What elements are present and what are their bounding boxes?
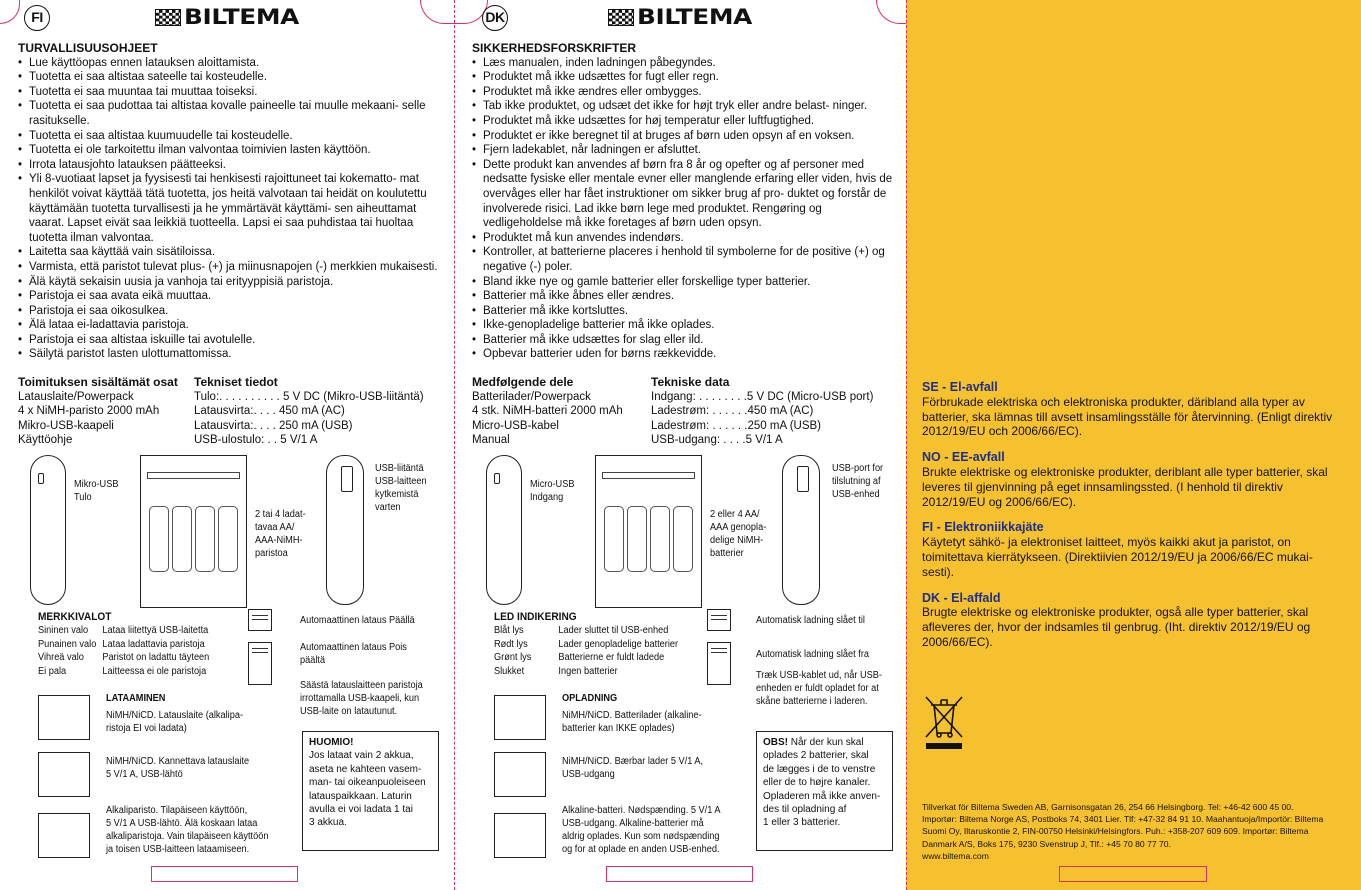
- contents-item: 4 x NiMH-paristo 2000 mAh: [18, 405, 160, 418]
- charger-small-illustration: [38, 695, 90, 740]
- safety-item: • Ikke-genopladelige batterier må ikke oplades.: [472, 318, 897, 333]
- safety-item: • Paristoja ei saa altistaa iskuille tai avotulelle.: [18, 333, 443, 348]
- led-color: Sininen valo: [38, 625, 89, 637]
- label-micro-usb: Mikro-USB Tulo: [74, 479, 119, 503]
- auto-on-label: Automatisk ladning slået til: [756, 615, 865, 626]
- tech-list: [194, 390, 449, 448]
- safety-item: • Produktet er ikke beregnet til at bruges af børn uden opsyn af en voksen.: [472, 129, 897, 144]
- charger-small-illustration: [494, 752, 546, 797]
- label-batteries: 2 tai 4 ladat- tavaa AA/ AAA-NiMH- paristoa: [255, 509, 306, 559]
- usb-port-icon: [797, 466, 809, 492]
- tech-title: Tekniset tiedot: [194, 375, 278, 389]
- biltema-logo: BILTEMA: [155, 8, 297, 28]
- print-mark: [151, 866, 298, 882]
- weee-bin-icon: [922, 693, 966, 751]
- lang-badge: DK: [482, 5, 508, 31]
- safety-section: [472, 41, 897, 362]
- safety-item: • Tuotetta ei saa muuntaa tai muuttaa toiseksi.: [18, 85, 443, 100]
- led-row: [494, 665, 706, 678]
- led-row: [494, 638, 706, 651]
- micro-usb-port-icon: [38, 473, 44, 484]
- safety-item: • Säilytä paristot lasten ulottumattomissa.: [18, 347, 443, 362]
- safety-item: • Batterier må ikke åbnes eller ændres.: [472, 289, 897, 304]
- fold-line: [454, 0, 455, 890]
- mini-charger-icon: [248, 609, 272, 631]
- contents-item: Batterilader/Powerpack: [472, 390, 591, 403]
- contents-item: Latauslaite/Powerpack: [18, 390, 134, 403]
- led-row: [38, 651, 250, 664]
- battery-cell: [172, 506, 192, 572]
- waste-title: El-avfall: [949, 380, 998, 394]
- charger-illustration: [140, 455, 247, 608]
- safety-item: • Kontroller, at batterierne placeres i henhold til symbolerne for de positive (+) og negative (-) poler.: [472, 245, 897, 274]
- fi-panel: [0, 0, 454, 890]
- waste-text: Brugte elektriske og elektroniske produkter, også alle typer batterier, skal afleveres der, hvor der indsamles til genbrug. (Iht. direktiv 2012/19/EU og 2006/66/EC).: [922, 605, 1311, 649]
- led-title: MERKKIVALOT: [38, 611, 112, 623]
- tech-item: Latausvirta:. . . . 250 mA (USB): [194, 419, 353, 432]
- waste-title: EE-avfall: [951, 450, 1005, 465]
- led-list: [38, 624, 250, 678]
- led-color: Grønt lys: [494, 652, 532, 664]
- safety-item: • Tuotetta ei saa pudottaa tai altistaa kovalle paineelle tai muulle mekaani- selle rasitukselle.: [18, 99, 443, 128]
- contents-item: Micro-USB-kabel: [472, 419, 559, 432]
- fold-line: [906, 0, 907, 890]
- waste-heading: [922, 380, 1342, 395]
- battery-cell: [218, 506, 238, 572]
- warning-text: Når der kun skal oplades 2 batterier, skal de lægges i de to venstre eller de to højre kanaler. Opladeren må ikke anven- des til opladning af 1 eller 3 batterier.: [763, 737, 881, 829]
- safety-title: TURVALLISUUSOHJEET: [18, 41, 158, 55]
- battery-cell: [195, 506, 215, 572]
- safety-item: • Paristoja ei saa avata eikä muuttaa.: [18, 289, 443, 304]
- battery-cell: [673, 506, 693, 572]
- waste-text: Käytetyt sähkö- ja elektroniset laitteet, myös kaikki akut ja paristot, on toimitettava kierrätykseen. (Direktiivien 2012/19/EU ja 2006/66/EC mukai- sesti).: [922, 535, 1313, 579]
- battery-cell: [604, 506, 624, 572]
- charger-small-illustration: [494, 813, 546, 858]
- led-meaning: Lataa ladattavia paristoja: [102, 638, 205, 650]
- led-section: [38, 611, 250, 678]
- charge-title: OPLADNING: [562, 693, 618, 704]
- battery-cell: [149, 506, 169, 572]
- tech-list: [651, 390, 906, 448]
- tech-section: [651, 375, 906, 448]
- waste-heading: [922, 450, 1342, 465]
- led-meaning: Lader genopladelige batterier: [558, 638, 679, 650]
- checkered-flag-icon: [608, 9, 634, 26]
- safety-item: • Dette produkt kan anvendes af børn fra 8 år og opefter og af personer med nedsatte fysiske eller mentale evner eller manglende erfaring eller viden, hvis de overvåges eller har fået instruktioner om sikker brug af pro- duktet og forstår de involverede risici. Lad ikke børn lege med produktet. Rengøring og vedligeholdelse må ikke foretages af børn uden opsyn.: [472, 158, 897, 231]
- waste-title: El-affald: [951, 590, 1001, 605]
- charge-3: Alkaline-batteri. Nødspænding. 5 V/1 A USB-udgang. Alkaline-batterier må aldrig oplades. Kun som nødspænding og for at oplade en anden USB-enhed.: [562, 805, 721, 855]
- contents-list: [18, 390, 198, 448]
- safety-item: • Opbevar batterier uden for børns rækkevidde.: [472, 347, 897, 362]
- tech-item: Ladestrøm: . . . . . .450 mA (AC): [651, 405, 814, 418]
- charger-small-illustration: [38, 752, 90, 797]
- safety-item: • Batterier må ikke kortsluttes.: [472, 304, 897, 319]
- charger-small-illustration: [38, 813, 90, 858]
- waste-heading: [922, 520, 1342, 535]
- safety-list: [18, 56, 443, 362]
- led-color: Punainen valo: [38, 638, 97, 650]
- charge-3: Alkaliparisto. Tilapäiseen käyttöön, 5 V/1 A USB-lähtö. Älä koskaan lataa alkaliparistoja. Vain tilapäiseen käyttöön ja toisen USB-laitteen lataamiseen.: [106, 805, 269, 855]
- warning-text: Jos lataat vain 2 akkua, aseta ne kahteen vasem- man- tai oikeanpuoleiseen latauspaikkaan. Laturin avulla ei voi ladata 1 tai 3 akkua.: [309, 750, 426, 829]
- checkered-flag-icon: [155, 9, 181, 26]
- safety-item: • Batterier må ikke udsættes for slag eller ild.: [472, 333, 897, 348]
- micro-usb-port-icon: [494, 473, 500, 484]
- powerpack-side-illustration: [30, 455, 66, 605]
- tech-item: Latausvirta:. . . . 450 mA (AC): [194, 405, 345, 418]
- charge-title: LATAAMINEN: [106, 693, 166, 704]
- tech-item: Ladestrøm: . . . . . .250 mA (USB): [651, 419, 821, 432]
- safety-item: • Laitetta saa käyttää vain sisätiloissa.: [18, 245, 443, 260]
- contents-item: Manual: [472, 434, 510, 447]
- powerpack-usb-side-illustration: [782, 455, 820, 605]
- safety-item: • Lue käyttöopas ennen latauksen aloittamista.: [18, 56, 443, 71]
- biltema-logo: BILTEMA: [608, 8, 750, 28]
- safety-title: SIKKERHEDSFORSKRIFTER: [472, 41, 637, 55]
- warning-box: [756, 731, 893, 851]
- led-row: [494, 651, 706, 664]
- led-meaning: Ingen batterier: [558, 665, 618, 677]
- led-meaning: Lader sluttet til USB-enhed: [558, 625, 669, 637]
- charger-small-illustration: [494, 695, 546, 740]
- charge-1: NiMH/NiCD. Latauslaite (alkalipa- ristoja EI voi ladata): [106, 710, 244, 734]
- dk-panel: [454, 0, 906, 890]
- led-section: [494, 611, 706, 678]
- label-micro-usb: Micro-USB Indgang: [530, 479, 575, 503]
- safety-item: • Tuotetta ei ole tarkoitettu ilman valvontaa toimivien lasten käyttöön.: [18, 143, 443, 158]
- contents-item: 4 stk. NiMH-batteri 2000 mAh: [472, 405, 623, 418]
- contents-section: [472, 375, 662, 448]
- waste-sep: -: [940, 590, 952, 605]
- contents-list: [472, 390, 662, 448]
- led-meaning: Batterierne er fuldt ladede: [558, 652, 665, 664]
- safety-list: [472, 56, 897, 362]
- led-row: [494, 624, 706, 637]
- label-batteries: 2 eller 4 AA/ AAA genopla- delige NiMH- batterier: [710, 509, 767, 559]
- led-row: [38, 624, 250, 637]
- charge-2: NiMH/NiCD. Kannettava latauslaite 5 V/1 A, USB-lähtö: [106, 756, 250, 780]
- led-meaning: Paristot on ladattu täyteen: [102, 652, 210, 664]
- lang-badge: FI: [24, 5, 50, 31]
- waste-title: Elektroniikkajäte: [944, 520, 1044, 535]
- tech-section: [194, 375, 449, 448]
- led-color: Ei pala: [38, 665, 67, 677]
- battery-cell: [627, 506, 647, 572]
- warning-title: HUOMIO!: [309, 737, 354, 748]
- tech-title: Tekniske data: [651, 375, 730, 389]
- safety-item: • Bland ikke nye og gamle batterier eller forskellige typer batterier.: [472, 275, 897, 290]
- tech-item: USB-udgang: . . . .5 V/1 A: [651, 434, 783, 447]
- label-usb-port: USB-port for tilslutning af USB-enhed: [832, 463, 884, 500]
- tech-item: USB-ulostulo: . . 5 V/1 A: [194, 434, 318, 447]
- safety-item: • Produktet må ikke udsættes for fugt eller regn.: [472, 70, 897, 85]
- safety-item: • Paristoja ei saa oikosulkea.: [18, 304, 443, 319]
- charge-2: NiMH/NiCD. Bærbar lader 5 V/1 A, USB-udgang: [562, 756, 704, 780]
- safety-item: • Yli 8-vuotiaat lapset ja fyysisesti tai henkisesti rajoittuneet tai kokematto- mat henkilöt voivat käyttää tätä tuotetta, jos heitä valvotaan tai heidät on koulutettu käyttämään tuotetta turvallisesti ja he ymmärtävät käyttämi- sen aiheuttamat vaarat. Lapset eivät saa leikkiä tuotteella. Lapsi ei saa puhdistaa tai huoltaa tuotetta ilman valvontaa.: [18, 172, 443, 245]
- charge-1: NiMH/NiCD. Batterilader (alkaline- batterier kan IKKE oplades): [562, 710, 702, 734]
- safety-item: • Tuotetta ei saa altistaa sateelle tai kosteudelle.: [18, 70, 443, 85]
- waste-sep: -: [940, 450, 952, 465]
- warning-title: OBS!: [763, 737, 788, 748]
- safety-item: • Älä lataa ei-ladattavia paristoja.: [18, 318, 443, 333]
- contents-item: Mikro-USB-kaapeli: [18, 419, 114, 432]
- battery-cell: [650, 506, 670, 572]
- safety-item: • Älä käytä sekaisin uusia ja vanhoja tai erityyppisiä paristoja.: [18, 275, 443, 290]
- auto-note: Træk USB-kablet ud, når USB- enheden er fuldt opladet for at skåne batterierne i laderen.: [756, 670, 882, 707]
- warning-box: [302, 731, 439, 851]
- led-meaning: Lataa liitettyä USB-laitetta: [102, 625, 209, 637]
- auto-off-label: Automatisk ladning slået fra: [756, 649, 870, 660]
- waste-text: Brukte elektriske og elektroniske produkter, deriblant alle typer batterier, skal leveres til gjenvinning på eget innsamlingssted. (I henhold til direktiv 2012/19/EU og 2006/66/EC).: [922, 464, 1328, 509]
- waste-code: SE: [922, 380, 939, 394]
- auto-off-label: Automaattinen lataus Pois päältä: [300, 642, 407, 666]
- led-color: Vihreä valo: [38, 652, 84, 664]
- contents-section: [18, 375, 198, 448]
- safety-section: [18, 41, 443, 362]
- label-usb-port: USB-liitäntä USB-laitteen kytkemistä varten: [375, 463, 427, 513]
- led-list: [494, 624, 706, 678]
- tech-item: Tulo:. . . . . . . . . . 5 V DC (Mikro-USB-liitäntä): [194, 390, 424, 403]
- safety-item: • Tab ikke produktet, og udsæt det ikke for højt tryk eller andre belast- ninger.: [472, 99, 897, 114]
- safety-item: • Produktet må ikke udsættes for høj temperatur eller luftfugtighed.: [472, 114, 897, 129]
- safety-item: • Læs manualen, inden ladningen påbegyndes.: [472, 56, 897, 71]
- charger-illustration: [595, 455, 702, 608]
- led-title: LED INDIKERING: [494, 611, 577, 623]
- mini-charger-icon: [248, 642, 272, 685]
- safety-item: • Irrota latausjohto latauksen päätteeksi.: [18, 158, 443, 173]
- powerpack-side-illustration: [486, 455, 522, 605]
- waste-code: DK: [922, 590, 941, 605]
- powerpack-usb-side-illustration: [326, 455, 364, 605]
- waste-code: FI: [922, 520, 934, 535]
- safety-item: • Varmista, että paristot tulevat plus- (+) ja miinusnapojen (-) merkkien mukaisesti.: [18, 260, 443, 275]
- waste-panel: [906, 0, 1361, 890]
- waste-sep: -: [933, 520, 945, 535]
- tech-item: Indgang: . . . . . . . .5 V DC (Micro-USB port): [651, 390, 874, 403]
- led-row: [38, 638, 250, 651]
- mini-charger-icon: [707, 609, 731, 631]
- waste-sep: -: [938, 380, 950, 394]
- waste-heading: [922, 591, 1342, 606]
- mini-charger-icon: [707, 642, 731, 685]
- safety-item: • Tuotetta ei saa altistaa kuumuudelle tai kosteudelle.: [18, 129, 443, 144]
- led-color: Blåt lys: [494, 625, 524, 637]
- auto-note: Säästä latauslaitteen paristoja irrottamalla USB-kaapeli, kun USB-laite on latautunut.: [300, 680, 423, 717]
- footer-address: Tillverkat för Biltema Sweden AB, Garnisonsgatan 26, 254 66 Helsingborg. Tel: +46-42 600 45 00. Importør: Biltema Norge AS, Postboks 74, 3401 Lier. Tlf: +47-32 84 91 10. Maahantuoja/Importör: Biltema Suomi Oy, Iltaruskontie 2, FIN-00750 Helsinki/Helsingfors. Puh.: +358-207 609 609. Importør: Biltema Danmark A/S, Boks 175, 9230 Svenstrup J, Tlf.: +45 70 80 77 70. www.biltema.com: [922, 802, 1324, 861]
- contents-title: Toimituksen sisältämät osat: [18, 375, 178, 389]
- waste-code: NO: [922, 450, 941, 465]
- contents-item: Käyttöohje: [18, 434, 73, 447]
- led-meaning: Laitteessa ei ole paristoja: [102, 665, 207, 677]
- led-color: Slukket: [494, 665, 525, 677]
- waste-text: Förbrukade elektriska och elektroniska produkter, däribland alla typer av batterier, ska lämnas till avsett insamlingsställe för återvinning. (Enligt direktiv 2012/19/EU och 2006/66/EC).: [922, 394, 1333, 439]
- safety-item: • Fjern ladekablet, når ladningen er afsluttet.: [472, 143, 897, 158]
- safety-item: • Produktet må ikke ændres eller ombygges.: [472, 85, 897, 100]
- print-mark: [1059, 866, 1207, 882]
- usb-port-icon: [341, 466, 353, 492]
- led-row: [38, 665, 250, 678]
- auto-on-label: Automaattinen lataus Päällä: [300, 615, 415, 626]
- waste-section: [922, 380, 1342, 650]
- print-mark: [606, 866, 753, 882]
- led-color: Rødt lys: [494, 638, 528, 650]
- safety-item: • Produktet må kun anvendes indendørs.: [472, 231, 897, 246]
- contents-title: Medfølgende dele: [472, 375, 574, 389]
